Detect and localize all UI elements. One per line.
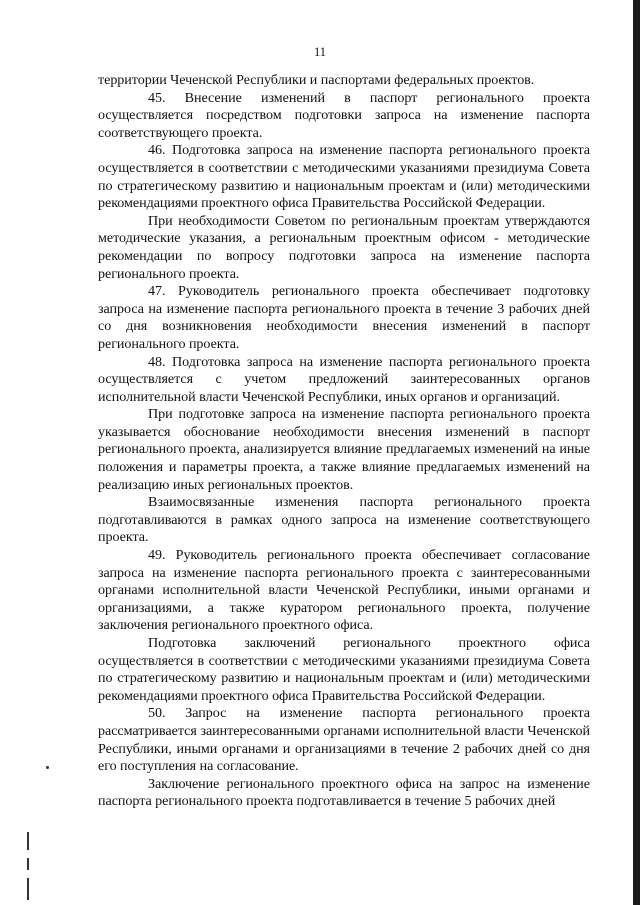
paragraph-48-related-changes: Взаимосвязанные изменения паспорта регионального проекта подготавливаются в рамках одного запроса на изменение соответствующего проекта.: [98, 494, 590, 546]
paragraph-50-conclusion-term: Заключение регионального проектного офиса на запрос на изменение паспорта регионального проекта подготавливается в течение 5 рабочих дней: [98, 775, 590, 810]
paragraph-46-methodology: При необходимости Советом по региональным проектам утверждаются методические указания, а региональным проектным офисом - методические рекомендации по вопросу подготовки запроса на изменение паспорта регионального проекта.: [98, 212, 590, 282]
scan-artifact-dot: [46, 766, 49, 769]
scan-artifact-mark: [27, 858, 29, 870]
scan-edge-shadow: [633, 0, 640, 905]
paragraph-45: 45. Внесение изменений в паспорт регионального проекта осуществляется посредством подготовки запроса на изменение паспорта соответствующего проекта.: [98, 89, 590, 141]
document-body: [98, 72, 590, 811]
paragraph-48: 48. Подготовка запроса на изменение паспорта регионального проекта осуществляется с учетом предложений заинтересованных органов исполнительной власти Чеченской Республики, иных органов и организаций.: [98, 353, 590, 405]
page-number: 11: [313, 45, 327, 59]
paragraph-46: 46. Подготовка запроса на изменение паспорта регионального проекта осуществляется в соответствии с методическими указаниями президиума Совета по стратегическому развитию и национальным проектам и (или) методическими рекомендациями проектного офиса Правительства Российской Федерации.: [98, 142, 590, 212]
paragraph-48-justification: При подготовке запроса на изменение паспорта регионального проекта указывается обоснование необходимости внесения изменений в паспорт регионального проекта, анализируется влияние предлагаемых изменений на иные положения и параметры проекта, а также влияние предлагаемых изменений на реализацию иных региональных проектов.: [98, 406, 590, 493]
scan-artifact-mark: [27, 878, 29, 900]
paragraph-49-conclusions: Подготовка заключений регионального проектного офиса осуществляется в соответствии с методическими указаниями президиума Совета по стратегическому развитию и национальным проектам и (или) методическими рекомендациями проектного офиса Правительства Российской Федерации.: [98, 635, 590, 704]
paragraph-49: 49. Руководитель регионального проекта обеспечивает согласование запроса на изменение паспорта регионального проекта с заинтересованными органами исполнительной власти Чеченской Республики, иными органами и организациями, а также куратором регионального проекта, получение заключения регионального проектного офиса.: [98, 547, 590, 634]
paragraph-47: 47. Руководитель регионального проекта обеспечивает подготовку запроса на изменение паспорта регионального проекта в течение 3 рабочих дней со дня возникновения необходимости внесения изменений в паспорт регионального проекта.: [98, 283, 590, 352]
scan-artifact-mark: [27, 832, 29, 850]
paragraph-continuation: территории Чеченской Республики и паспортами федеральных проектов.: [98, 72, 535, 88]
paragraph-50: 50. Запрос на изменение паспорта регионального проекта рассматривается заинтересованными органами исполнительной власти Чеченской Республики, иными органами и организациями в течение 2 рабочих дней со дня его поступления на согласование.: [98, 705, 590, 775]
